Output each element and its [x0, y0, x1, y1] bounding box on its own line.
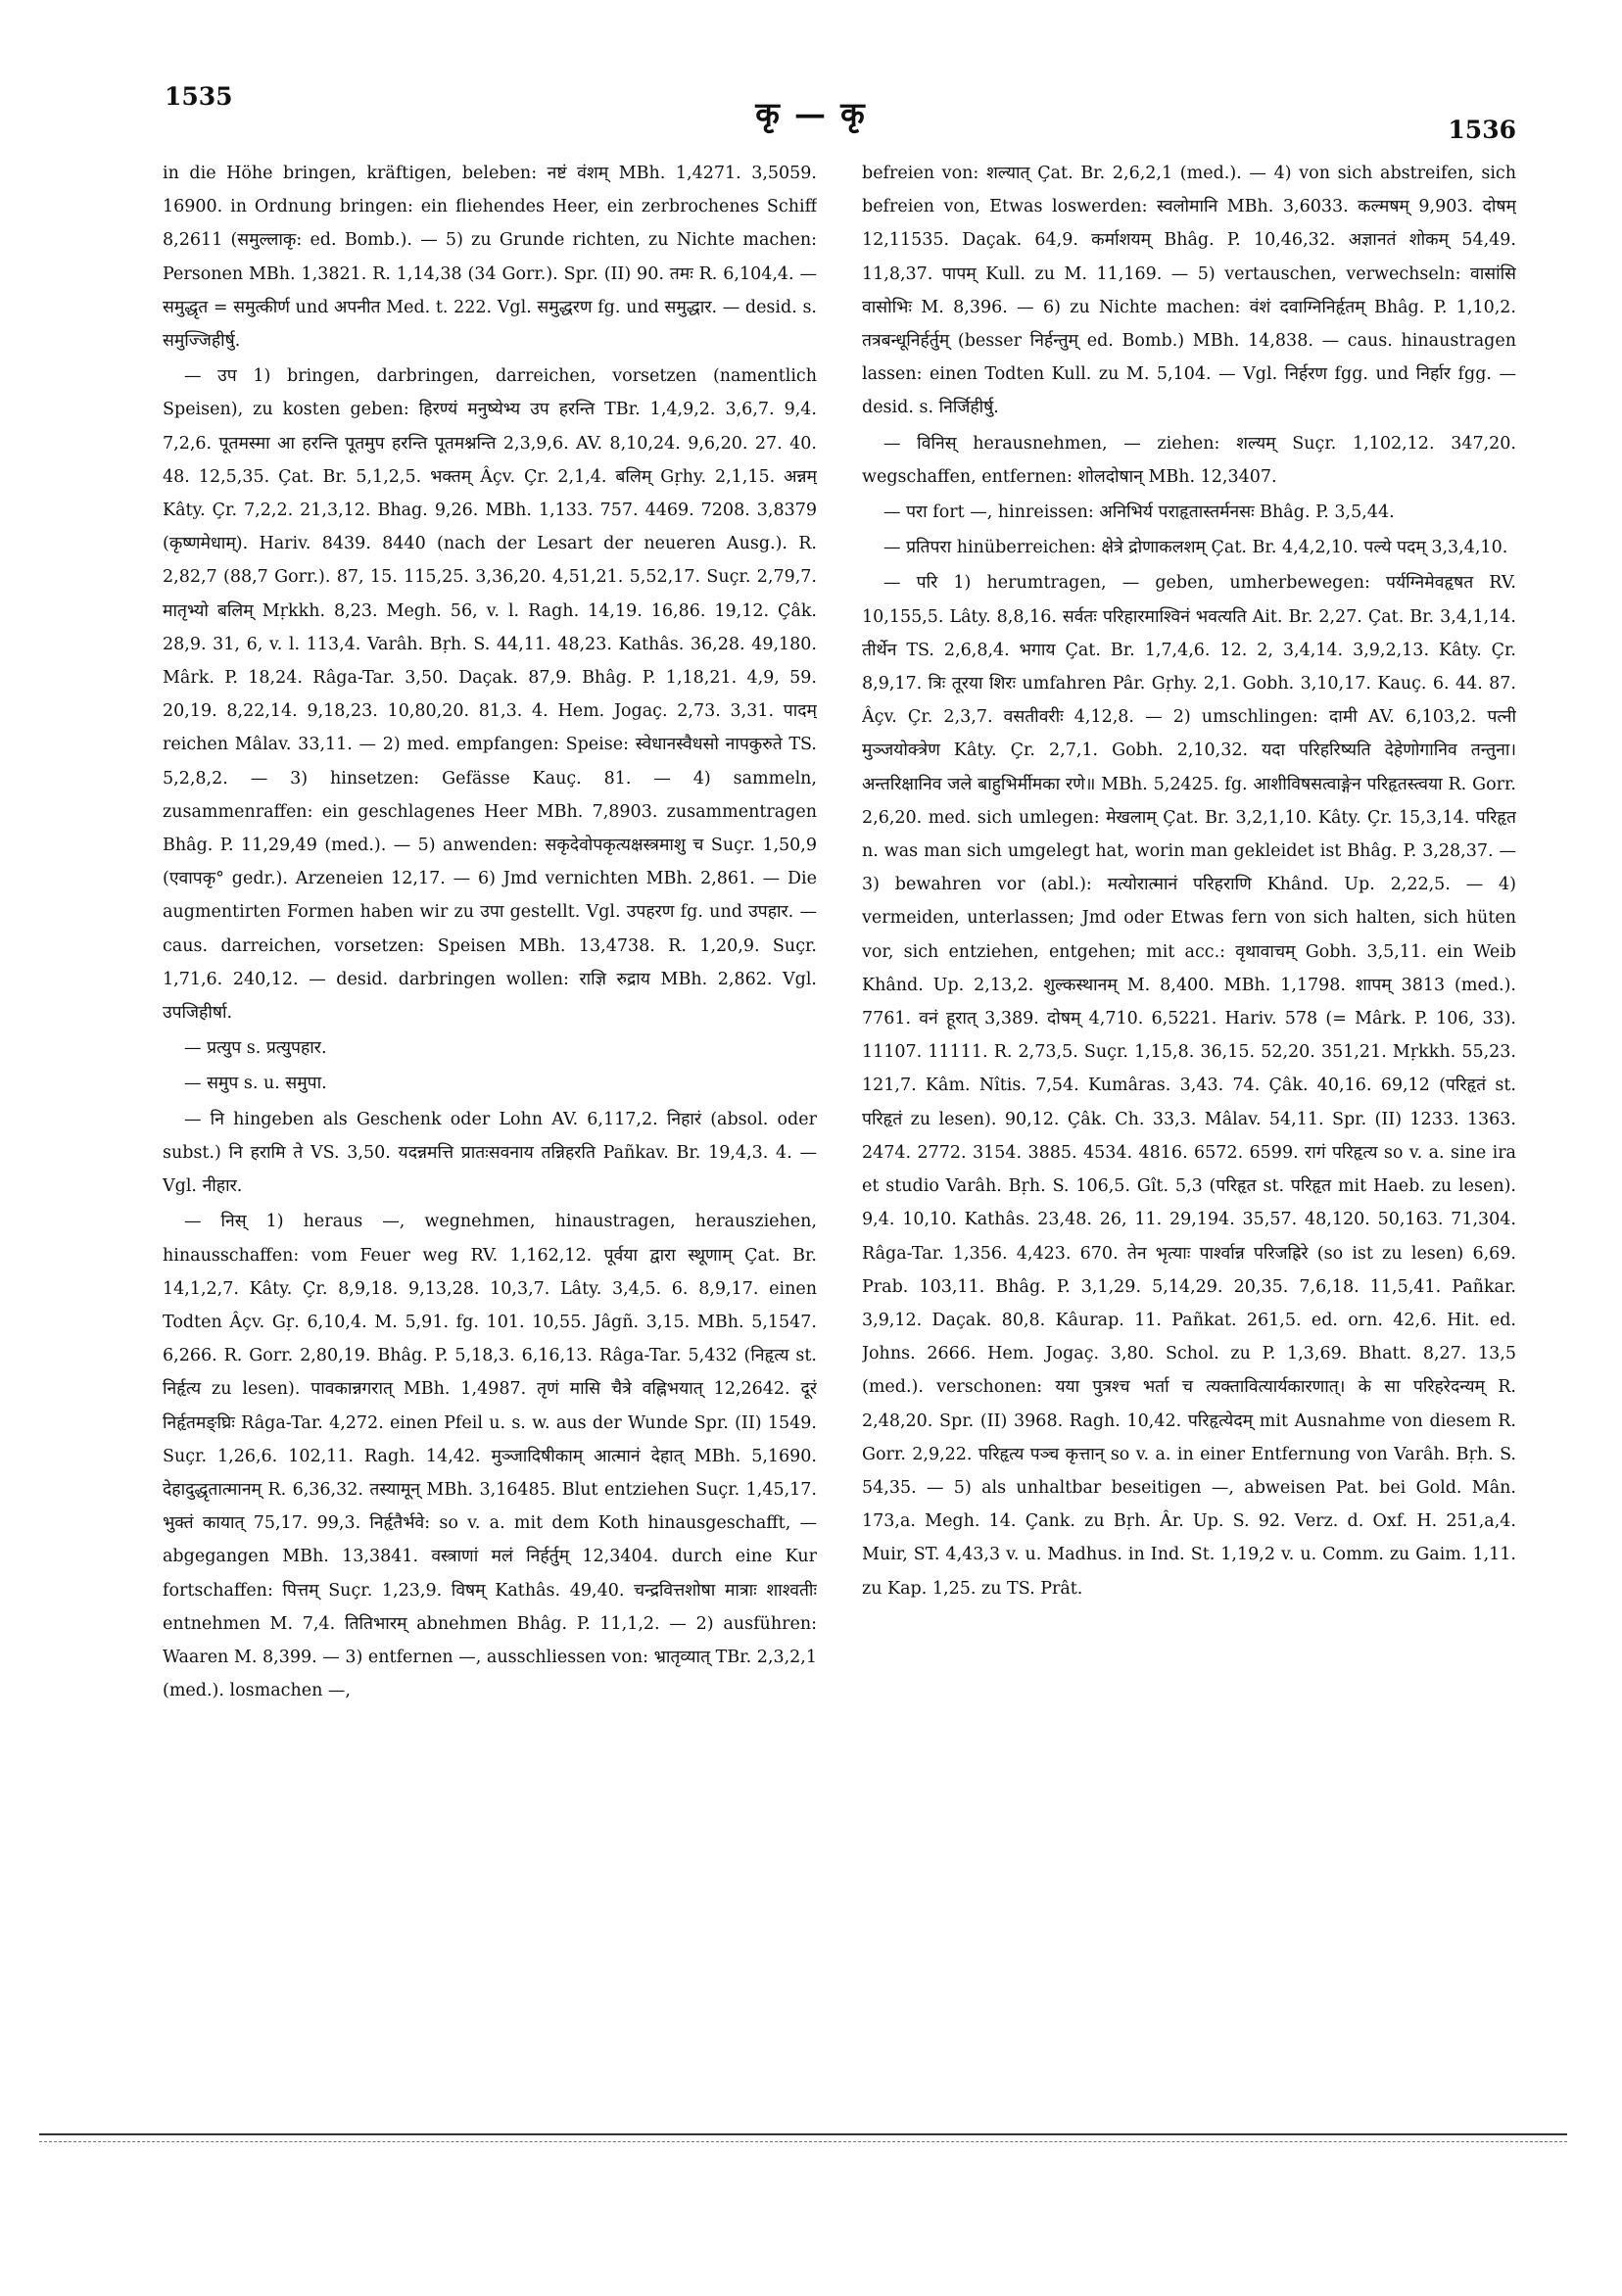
page-number-right: 1536 — [1448, 116, 1516, 144]
entry-paragraph: — प्रतिपरा hinüberreichen: क्षेत्रे द्रोणाकलशम् Çat. Br. 4,4,2,10. पल्ये पदम् 3,3,4,10. — [883, 538, 1508, 558]
page-header — [0, 82, 1622, 144]
entry-paragraph: — निस् 1) heraus —, wegnehmen, hinaustragen, herausziehen, hinausschaffen: vom Feuer weg RV. 1,162,12. पूर्वया द्वारा स्थूणाम् Çat. Br. 14,1,2,7. Kâty. Çr. 8,9,18. 9,13,28. 10,3,7. Lâty. 3,4,5. 6. 8,9,17. einen Todten Âçv. Gṛ. 6,10,4. M. 5,91. fg. 101. 10,55. Jâgñ. 3,15. MBh. 5,1547. 6,266. R. Gorr. 2,80,19. Bhâg. P. 5,18,3. 6,16,13. Râga-Tar. 5,432 (निहृत्य st. निर्हृत्य zu lesen). पावकान्नगरात् MBh. 1,4987. तृणं मासि चैत्रे वह्निभयात् 12,2642. दूरं निर्हृतमङ्घ्रिः Râga-Tar. 4,272. einen Pfeil u. s. w. aus der Wunde Spr. (II) 1549. Suçr. 1,26,6. 102,11. Ragh. 14,42. मुञ्जादिषीकाम् आत्मानं देहात् MBh. 5,1690. देहादुद्धृतात्मानम् R. 6,36,32. तस्यामून् MBh. 3,16485. Blut entziehen Suçr. 1,45,17. भुक्तं कायात् 75,17. 99,3. निर्हृतैर्भवे: so v. a. mit dem Koth hinausgeschafft, — abgegangen MBh. 13,3841. वस्त्राणां मलं निर्हर्तुम् 12,3404. durch eine Kur fortschaffen: पित्तम् Suçr. 1,23,9. विषम् Kathâs. 49,40. चन्द्रवित्तशोषा मात्राः शाश्वतीः entnehmen M. 7,4. तितिभारम् abnehmen Bhâg. P. 11,1,2. — 2) ausführen: Waaren M. 8,399. — 3) entfernen —, ausschliessen von: भ्रातृव्यात् TBr. 2,3,2,1 (med.). losmachen —, — [163, 1212, 817, 1701]
right-column — [862, 157, 1516, 1998]
page-number-left: 1535 — [165, 82, 233, 111]
footer-rule-dashed — [39, 2141, 1567, 2142]
running-head: कृ — कृ — [755, 95, 867, 132]
entry-paragraph: — परा fort —, hinreissen: अनिभिर्य पराहृतास्तर्मनसः Bhâg. P. 3,5,44. — [883, 502, 1395, 523]
footer-rule — [39, 2133, 1567, 2135]
entry-paragraph: — परि 1) herumtragen, — geben, umherbewegen: पर्यग्निमेवहृषत RV. 10,155,5. Lâty. 8,8,16. सर्वतः परिहारमाश्विनं भवत्यति Ait. Br. 2,27. Çat. Br. 3,4,1,14. तीर्थेन TS. 2,6,8,4. भगाय Çat. Br. 1,7,4,6. 12. 2, 3,4,14. 3,9,2,13. Kâty. Çr. 8,9,17. त्रिः तूरया शिरः umfahren Pâr. Gṛhy. 2,1. Gobh. 3,10,17. Kauç. 6. 44. 87. Âçv. Çr. 2,3,7. वसतीवरीः 4,12,8. — 2) umschlingen: दामी AV. 6,103,2. पत्नी मुञ्जयोक्त्रेण Kâty. Çr. 2,7,1. Gobh. 2,10,32. यदा परिहरिष्यति देहेणोगानिव तन्तुना। अन्तरिक्षानिव जले बाहुभिर्मीमका रणे॥ MBh. 5,2425. fg. आशीविषसत्वाङ्गेन परिहृतस्त्वया R. Gorr. 2,6,20. med. sich umlegen: मेखलाम् Çat. Br. 3,2,1,10. Kâty. Çr. 15,3,14. परिहृत n. was man sich umgelegt hat, worin man gekleidet ist Bhâg. P. 3,28,37. — 3) bewahren vor (abl.): मत्योरात्मानं परिहराणि Khând. Up. 2,22,5. — 4) vermeiden, unterlassen; Jmd oder Etwas fern von sich halten, sich hüten vor, sich entziehen, entgehen; mit acc.: वृथावाचम् Gobh. 3,5,11. ein Weib Khând. Up. 2,13,2. शुल्कस्थानम् M. 8,400. MBh. 1,1798. शापम् 3813 (med.). 7761. वनं हूरात् 3,389. दोषम् 4,710. 6,5221. Hariv. 578 (= Mârk. P. 106, 33). 11107. 11111. R. 2,73,5. Suçr. 1,15,8. 36,15. 52,20. 351,21. Mṛkkh. 55,23. 121,7. Kâm. Nîtis. 7,54. Kumâras. 3,43. 74. Çâk. 40,16. 69,12 (परिहृतं st. परिहृतं zu lesen). 90,12. Çâk. Ch. 33,3. Mâlav. 54,11. Spr. (II) 1233. 1363. 2474. 2772. 3154. 3885. 4534. 4816. 6572. 6599. रागं परिहृत्य so v. a. sine ira et studio Varâh. Bṛh. S. 106,5. Gît. 5,3 (परिहृत st. परिहृत mit Haeb. zu lesen). 9,4. 10,10. Kathâs. 23,48. 26, 11. 29,194. 35,57. 48,120. 50,163. 71,304. Râga-Tar. 1,356. 4,423. 670. तेन भृत्याः पार्श्वान्न परिजह्रिरे (so ist zu lesen) 6,69. Prab. 103,11. Bhâg. P. 3,1,29. 5,14,29. 20,35. 7,6,18. 11,5,41. Pañkar. 3,9,12. Daçak. 80,8. Kâurap. 11. Pañkat. 261,5. ed. orn. 42,6. Hit. ed. Johns. 2666. Hem. Jogaç. 3,80. Schol. zu P. 1,3,69. Bhatt. 8,27. 13,5 (med.). verschonen: यया पुत्रश्च भर्ता च त्यक्तावित्यार्यकारणात्। के सा परिहरेदन्यम् R. 2,48,20. Spr. (II) 3968. Ragh. 10,42. परिहृत्येदम् mit Ausnahme von diesem R. Gorr. 2,9,22. परिहृत्य पञ्च कृत्तान् so v. a. in einer Entfernung von Varâh. Bṛh. S. 54,35. — 5) als unhaltbar beseitigen —, abweisen Pat. bei Gold. Mân. 173,a. Megh. 14. Çank. zu Bṛh. Âr. Up. S. 92. Verz. d. Oxf. H. 251,a,4. Muir, ST. 4,43,3 v. u. Madhus. in Ind. St. 1,19,2 v. u. Comm. zu Gaim. 1,11. zu Kap. 1,25. zu TS. Prât. — [862, 573, 1516, 1599]
entry-paragraph: — नि hingeben als Geschenk oder Lohn AV. 6,117,2. निहारं (absol. oder subst.) नि हरामि ते VS. 3,50. यदन्नमत्ति प्रातःसवनाय तन्निहरति Pañkav. Br. 19,4,3. 4. — Vgl. नीहार. — [163, 1109, 817, 1197]
entry-paragraph: — प्रत्युप s. प्रत्युपहार. — [184, 1038, 327, 1059]
entry-paragraph: befreien von: शल्यात् Çat. Br. 2,6,2,1 (med.). — 4) von sich abstreifen, sich befreien von, Etwas loswerden: स्वलोमानि MBh. 3,6033. कल्मषम् 9,903. दोषम् 12,11535. Daçak. 64,9. कर्माशयम् Bhâg. P. 10,46,32. अज्ञानतं शोकम् 54,49. 11,8,37. पापम् Kull. zu M. 11,169. — 5) vertauschen, verwechseln: वासांसि वासोभिः M. 8,396. — 6) zu Nichte machen: वंशं दवाग्निनिर्हृतम् Bhâg. P. 1,10,2. तत्रबन्धूनिर्हर्तुम् (besser निर्हन्तुम् ed. Bomb.) MBh. 14,838. — caus. hinaustragen lassen: einen Todten Kull. zu M. 5,104. — Vgl. निर्हरण fgg. und निर्हार fgg. — desid. s. निर्जिहीर्षु. — [862, 164, 1516, 418]
entry-paragraph: — समुप s. u. समुपा. — [184, 1074, 327, 1094]
entry-paragraph: in die Höhe bringen, kräftigen, beleben: नष्टं वंशम् MBh. 1,4271. 3,5059. 16900. in Ordnung bringen: ein fliehendes Heer, ein zerbrochenes Schiff 8,2611 (समुल्लाकृ: ed. Bomb.). — 5) zu Grunde richten, zu Nichte machen: Personen MBh. 1,3821. R. 1,14,38 (34 Gorr.). Spr. (II) 90. तमः R. 6,104,4. — समुद्धृत = समुत्कीर्ण und अपनीत Med. t. 222. Vgl. समुद्धरण fg. und समुद्धार. — desid. s. समुज्जिहीर्षु. — [163, 164, 817, 352]
left-column — [163, 157, 817, 1998]
entry-paragraph: — विनिस् herausnehmen, — ziehen: शल्यम् Suçr. 1,102,12. 347,20. wegschaffen, entfernen: शोलदोषान् MBh. 12,3407. — [862, 433, 1516, 487]
entry-paragraph: — उप 1) bringen, darbringen, darreichen, vorsetzen (namentlich Speisen), zu kosten geben: हिरण्यं मनुष्येभ्य उप हरन्ति TBr. 1,4,9,2. 3,6,7. 9,4. 7,2,6. पूतमस्मा आ हरन्ति पूतमुप हरन्ति पूतमश्नन्ति 2,3,9,6. AV. 8,10,24. 9,6,20. 27. 40. 48. 12,5,35. Çat. Br. 5,1,2,5. भक्तम् Âçv. Çr. 2,1,4. बलिम् Gṛhy. 2,1,15. अन्नम् Kâty. Çr. 7,2,2. 21,3,12. Bhag. 9,26. MBh. 1,133. 757. 4469. 7208. 3,8379 (कृष्णमेधाम्). Hariv. 8439. 8440 (nach der Lesart der neueren Ausg.). R. 2,82,7 (88,7 Gorr.). 87, 15. 115,25. 3,36,20. 4,51,21. 5,52,17. Suçr. 2,79,7. मातृभ्यो बलिम् Mṛkkh. 8,23. Megh. 56, v. l. Ragh. 14,19. 16,86. 19,12. Çâk. 28,9. 31, 6, v. l. 113,4. Varâh. Bṛh. S. 44,11. 48,23. Kathâs. 36,28. 49,180. Mârk. P. 18,24. Râga-Tar. 3,50. Daçak. 87,9. Bhâg. P. 1,18,21. 4,9, 59. 20,19. 8,22,14. 9,18,23. 10,80,20. 81,3. 4. Hem. Jogaç. 2,73. 3,31. पादम् reichen Mâlav. 33,11. — 2) med. empfangen: Speise: स्वेधानस्वैधसो नापकुरुते TS. 5,2,8,2. — 3) hinsetzen: Gefässe Kauç. 81. — 4) sammeln, zusammenraffen: ein geschlagenes Heer MBh. 7,8903. zusammentragen Bhâg. P. 11,29,49 (med.). — 5) anwenden: सकृदेवोपकृत्यक्षस्त्रमाशु च Suçr. 1,50,9 (एवापकृ° gedr.). Arzeneien 12,17. — 6) Jmd vernichten MBh. 2,861. — Die augmentirten Formen haben wir zu उपा gestellt. Vgl. उपहरण fg. und उपहार. — caus. darreichen, vorsetzen: Speisen MBh. 13,4738. R. 1,20,9. Suçr. 1,71,6. 240,12. — desid. darbringen wollen: राज्ञि रुद्राय MBh. 2,862. Vgl. उपजिहीर्षा. — [163, 366, 817, 1024]
